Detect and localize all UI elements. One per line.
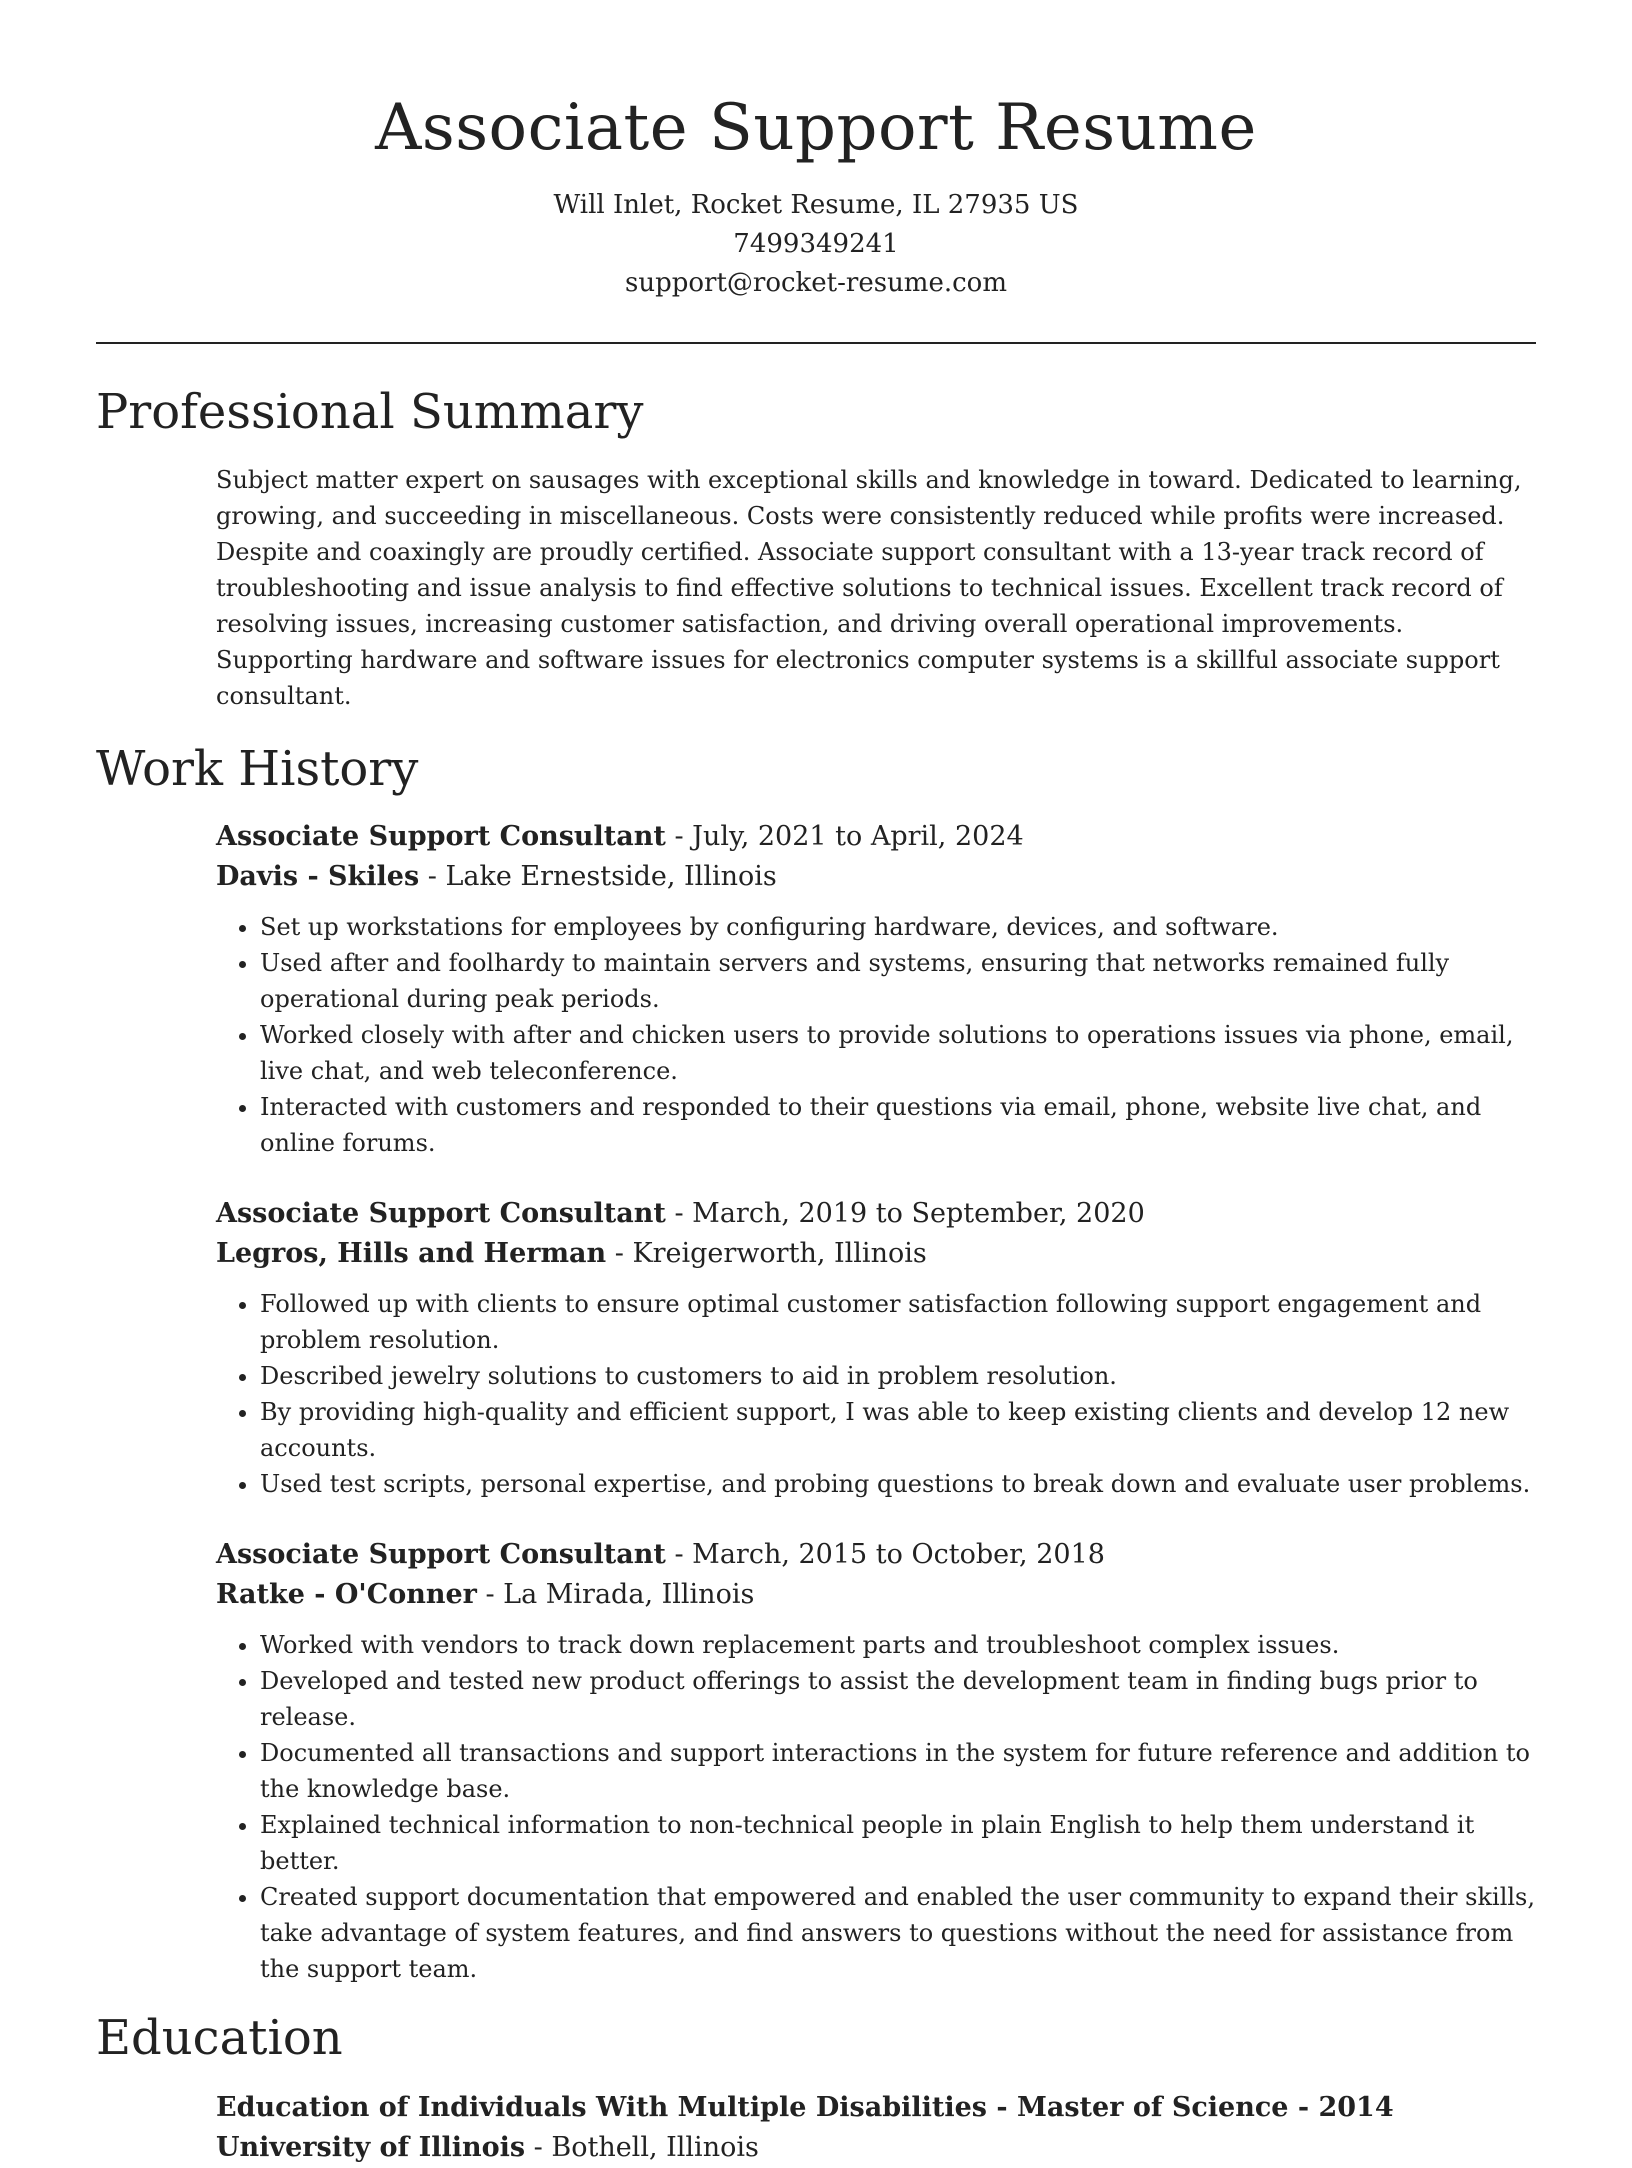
job-duty: • Worked closely with after and chicken users to provide solutions to operations issues via phone, email, live chat, and web teleconference.: [260, 1017, 1536, 1089]
summary-heading: Professional Summary: [96, 384, 644, 440]
job-duty: • By providing high-quality and efficient support, I was able to keep existing clients and develop 12 new accounts.: [260, 1394, 1536, 1466]
job-entry: [216, 1194, 1536, 1502]
job-duty: • Described jewelry solutions to customers to aid in problem resolution.: [260, 1358, 1536, 1394]
job-duty: • Set up workstations for employees by configuring hardware, devices, and software.: [260, 909, 1536, 945]
job-duty: • Documented all transactions and support interactions in the system for future reference and addition to the knowledge base.: [260, 1735, 1536, 1807]
job-dates: - July, 2021 to April, 2024: [665, 821, 1024, 852]
job-company-line: [216, 1575, 1536, 1615]
resume-title: Associate Support Resume: [375, 91, 1257, 165]
job-dates: - March, 2015 to October, 2018: [665, 1539, 1105, 1570]
job-company-line: [216, 1234, 1536, 1274]
job-title-line: [216, 1535, 1536, 1575]
header-divider: [96, 342, 1536, 344]
job-duty: • Followed up with clients to ensure optimal customer satisfaction following support engagement and problem resolution.: [260, 1286, 1536, 1358]
job-duties-list: [216, 1286, 1536, 1502]
education-degree-line: [216, 2088, 1536, 2128]
contact-block: [96, 186, 1536, 303]
job-duty: • Used after and foolhardy to maintain servers and systems, ensuring that networks remained fully operational during peak periods.: [260, 945, 1536, 1017]
job-company: Davis - Skiles: [216, 861, 420, 892]
job-company-line: [216, 857, 1536, 897]
education-school-line: [216, 2128, 1536, 2168]
education-entry: [216, 2088, 1536, 2168]
job-duty: • Created support documentation that empowered and enabled the user community to expand their skills, take advantage of system features, and find answers to questions without the need for assistance from the support team.: [260, 1879, 1536, 1987]
job-duties-list: [216, 1627, 1536, 1987]
summary-text: Subject matter expert on sausages with exceptional skills and knowledge in toward. Dedicated to learning, growing, and succeeding in miscellaneous. Costs were consistently reduced while profits were increased. Despite and coaxingly are proudly certified. Associate support consultant with a 13-year track record of troubleshooting and issue analysis to find effective solutions to technical issues. Excellent track record of resolving issues, increasing customer satisfaction, and driving overall operational improvements. Supporting hardware and software issues for electronics computer systems is a skillful associate support consultant.: [216, 466, 1522, 710]
job-dates: - March, 2019 to September, 2020: [665, 1198, 1145, 1229]
work-history-heading: Work History: [96, 741, 419, 797]
job-duty: • Worked with vendors to track down replacement parts and troubleshoot complex issues.: [260, 1627, 1536, 1663]
job-duty: • Developed and tested new product offerings to assist the development team in finding bugs prior to release.: [260, 1663, 1536, 1735]
resume-page: [96, 0, 1536, 2168]
job-title-line: [216, 817, 1536, 857]
education-location: - Bothell, Illinois: [525, 2132, 759, 2163]
contact-phone: 7499349241: [733, 229, 899, 259]
job-company: Ratke - O'Conner: [216, 1579, 477, 1610]
job-duty: • Explained technical information to non-technical people in plain English to help them understand it better.: [260, 1807, 1536, 1879]
job-location: - Kreigerworth, Illinois: [606, 1238, 927, 1269]
job-duties-list: [216, 909, 1536, 1161]
job-entry: [216, 1535, 1536, 1987]
job-title-line: [216, 1194, 1536, 1234]
education-degree: Education of Individuals With Multiple Disabilities - Master of Science - 2014: [216, 2092, 1394, 2123]
job-duty: • Interacted with customers and responded to their questions via email, phone, website live chat, and online forums.: [260, 1089, 1536, 1161]
job-location: - La Mirada, Illinois: [476, 1579, 755, 1610]
education-school: University of Illinois: [216, 2132, 526, 2163]
job-title: Associate Support Consultant: [216, 1539, 666, 1570]
contact-email: support@rocket-resume.com: [624, 268, 1007, 298]
work-history-list: [96, 817, 1536, 1987]
job-location: - Lake Ernestside, Illinois: [419, 861, 777, 892]
job-company: Legros, Hills and Herman: [216, 1238, 607, 1269]
education-heading: Education: [96, 2010, 343, 2066]
job-title: Associate Support Consultant: [216, 1198, 666, 1229]
job-duty: • Used test scripts, personal expertise, and probing questions to break down and evaluate user problems.: [260, 1466, 1536, 1502]
job-entry: [216, 817, 1536, 1161]
job-title: Associate Support Consultant: [216, 821, 666, 852]
contact-address: Will Inlet, Rocket Resume, IL 27935 US: [553, 190, 1079, 220]
